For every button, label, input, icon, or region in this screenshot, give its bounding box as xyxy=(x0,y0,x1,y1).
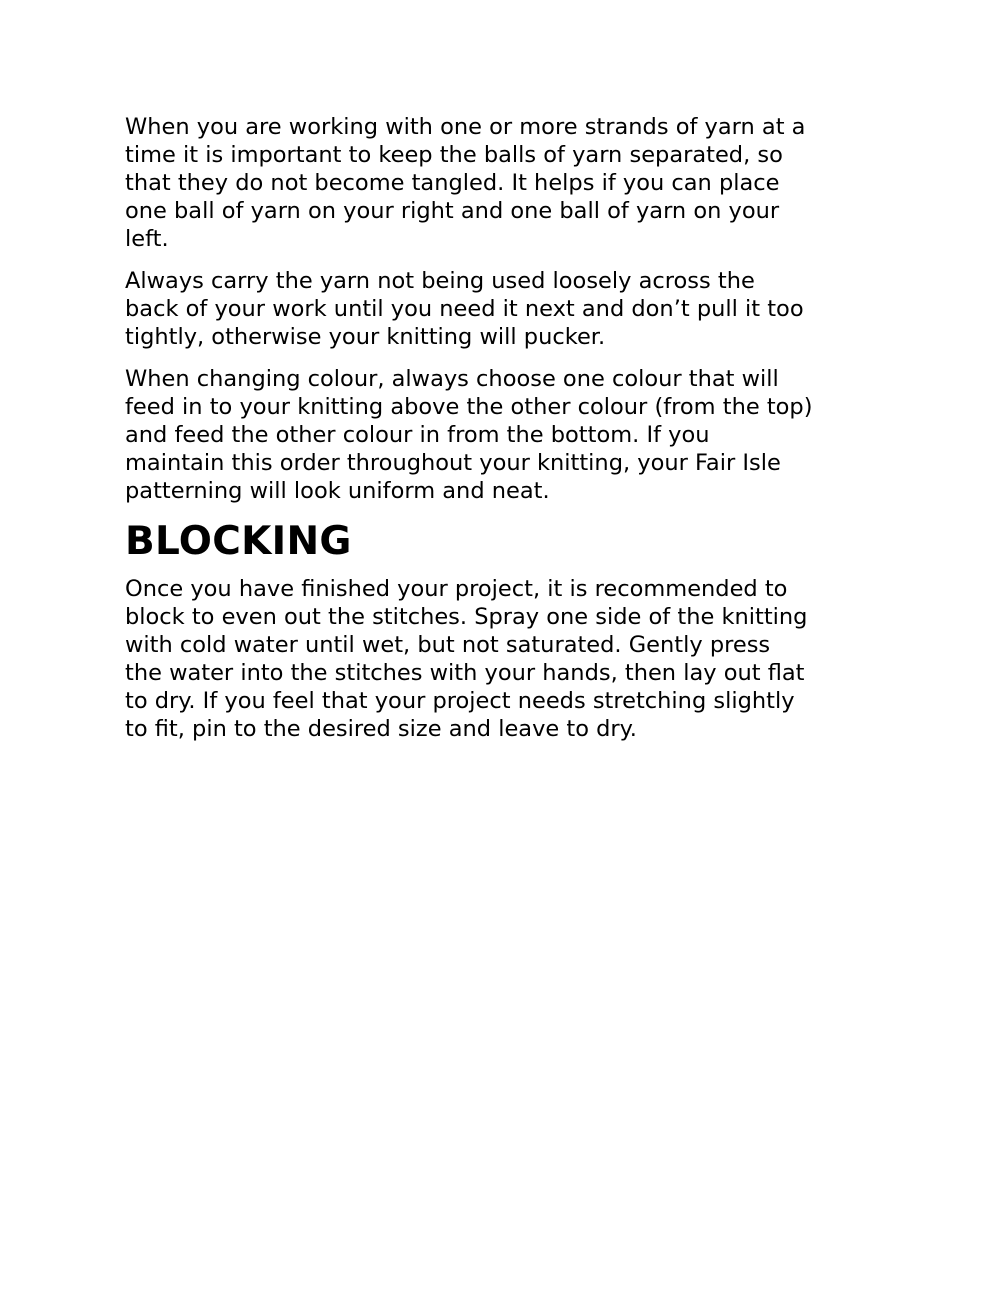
text-line: feed in to your knitting above the other colour (from the top) xyxy=(125,394,813,420)
text-line: When changing colour, always choose one colour that will xyxy=(125,366,779,392)
paragraph-carry-yarn xyxy=(125,267,885,351)
text-line: time it is important to keep the balls of yarn separated, so xyxy=(125,142,783,168)
text-line: maintain this order throughout your knitting, your Fair Isle xyxy=(125,450,781,476)
text-line: Once you have finished your project, it is recommended to xyxy=(125,576,788,602)
text-line: with cold water until wet, but not saturated. Gently press xyxy=(125,632,771,658)
text-line: and feed the other colour in from the bottom. If you xyxy=(125,422,710,448)
text-line: the water into the stitches with your hands, then lay out flat xyxy=(125,660,805,686)
section-heading-blocking: BLOCKING xyxy=(125,519,352,564)
text-line: one ball of yarn on your right and one ball of yarn on your xyxy=(125,198,780,224)
paragraph-blocking xyxy=(125,575,885,743)
text-line: to fit, pin to the desired size and leave to dry. xyxy=(125,716,637,742)
text-line: block to even out the stitches. Spray one side of the knitting xyxy=(125,604,808,630)
paragraph-changing-colour xyxy=(125,365,885,505)
text-line: to dry. If you feel that your project needs stretching slightly xyxy=(125,688,795,714)
text-line: When you are working with one or more strands of yarn at a xyxy=(125,114,806,140)
document-page xyxy=(125,113,885,757)
text-line: left. xyxy=(125,226,169,252)
text-line: that they do not become tangled. It helps if you can place xyxy=(125,170,780,196)
text-line: patterning will look uniform and neat. xyxy=(125,478,550,504)
text-line: back of your work until you need it next and don’t pull it too xyxy=(125,296,804,322)
text-line: tightly, otherwise your knitting will pucker. xyxy=(125,324,606,350)
paragraph-yarn-separation xyxy=(125,113,885,253)
text-line: Always carry the yarn not being used loosely across the xyxy=(125,268,755,294)
